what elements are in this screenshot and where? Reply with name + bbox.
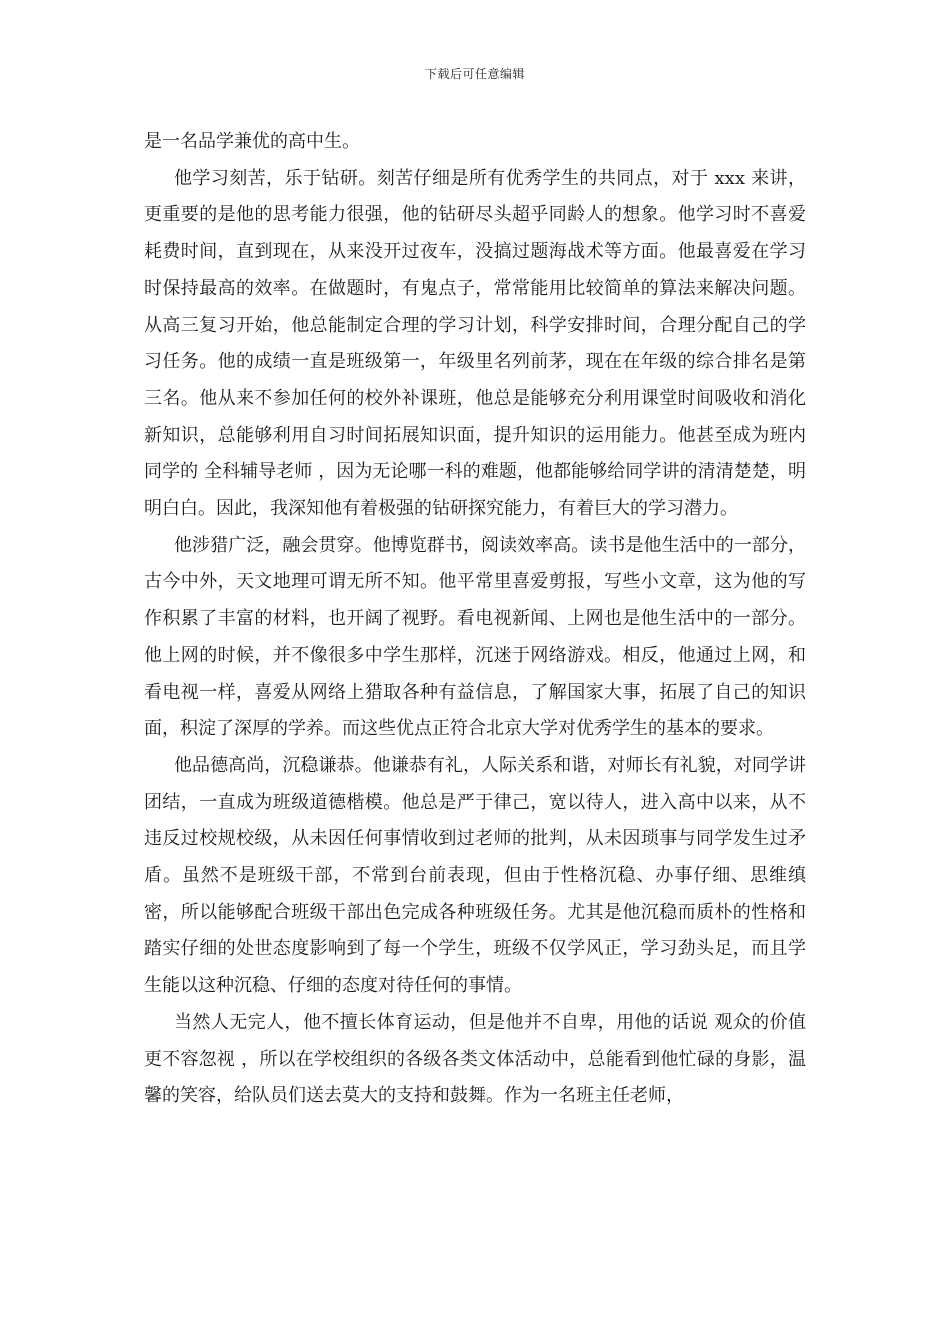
paragraph-1: 是一名品学兼优的高中生。 xyxy=(144,131,360,152)
page-header: 下载后可任意编辑 xyxy=(424,67,525,81)
paragraph-5: 当然人无完人，他不擅长体育运动，但是他并不自卑，用他的话说 观众的价值更不容忽视 ，所以在学校组织的各级各类文体活动中，总能看到他忙碌的身影，温馨的笑容，给队员们送去莫大的支持和鼓舞。作为一名班主任老师， xyxy=(144,1011,806,1107)
paragraph-4: 他品德高尚，沉稳谦恭。他谦恭有礼，人际关系和谐，对师长有礼貌，对同学讲团结，一直成为班级道德楷模。他总是严于律己，宽以待人，进入高中以来，从不违反过校规校级，从未因任何事情收到过老师的批判，从未因琐事与同学发生过矛盾。虽然不是班级干部，不常到台前表现，但由于性格沉稳、办事仔细、思维缜密，所以能够配合班级干部出色完成各种班级任务。尤其是他沉稳而质朴的性格和踏实仔细的处世态度影响到了每一个学生，班级不仅学风正，学习劲头足，而且学生能以这种沉稳、仔细的态度对待任何的事情。 xyxy=(144,754,806,997)
paragraph-3: 他涉猎广泛，融会贯穿。他博览群书，阅读效率高。读书是他生活中的一部分，古今中外，天文地理可谓无所不知。他平常里喜爱剪报，写些小文章，这为他的写作积累了丰富的材料，也开阔了视野。看电视新闻、上网也是他生活中的一部分。他上网的时候，并不像很多中学生那样，沉迷于网络游戏。相反，他通过上网，和看电视一样，喜爱从网络上猎取各种有益信息，了解国家大事，拓展了自己的知识面，积淀了深厚的学养。而这些优点正符合北京大学对优秀学生的基本的要求。 xyxy=(144,534,806,740)
paragraph-2: 他学习刻苦，乐于钻研。刻苦仔细是所有优秀学生的共同点，对于 xxx 来讲，更重要的是他的思考能力很强，他的钻研尽头超乎同龄人的想象。他学习时不喜爱耗费时间，直到现在，从来没开过夜车，没搞过题海战术等方面。他最喜爱在学习时保持最高的效率。在做题时，有鬼点子，常常能用比较简单的算法来解决问题。从高三复习开始，他总能制定合理的学习计划，科学安排时间，合理分配自己的学习任务。他的成绩一直是班级第一，年级里名列前茅，现在在年级的综合排名是第三名。他从来不参加任何的校外补课班，他总是能够充分利用课堂时间吸收和消化新知识，总能够利用自习时间拓展知识面，提升知识的运用能力。他甚至成为班内同学的 全科辅导老师 ，因为无论哪一科的难题，他都能够给同学讲的清清楚楚，明明白白。因此，我深知他有着极强的钻研探究能力，有着巨大的学习潜力。 xyxy=(144,167,806,520)
document-body xyxy=(144,124,806,1115)
